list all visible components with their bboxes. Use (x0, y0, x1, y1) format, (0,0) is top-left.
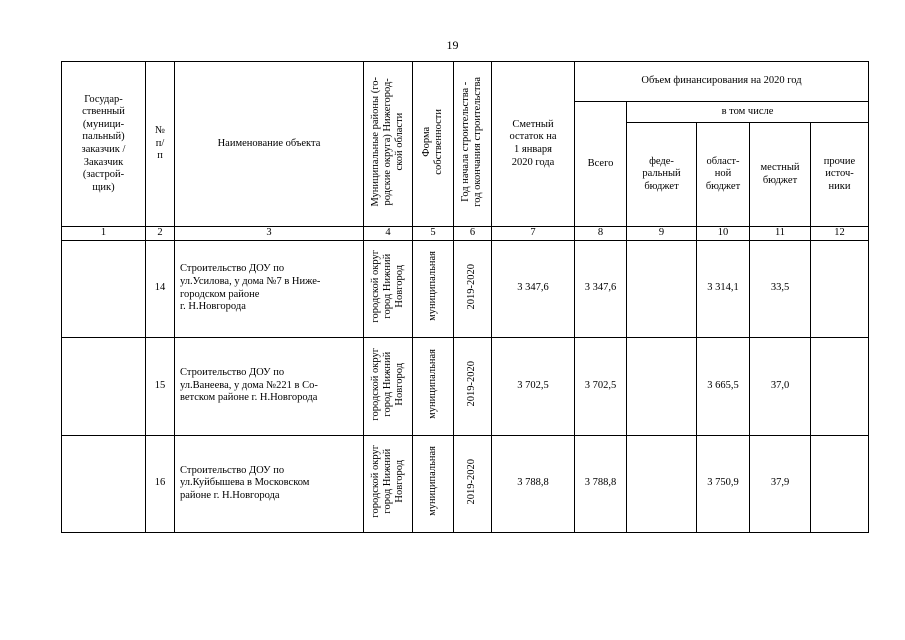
header-row-1 (62, 62, 869, 102)
header-financing: Объем финансирования на 2020 год (575, 62, 869, 102)
column-number: 11 (750, 227, 811, 241)
column-number: 9 (627, 227, 697, 241)
other-cell (811, 337, 869, 435)
header-districts: Муниципальные районы (го- родские округа) Нижегород- ской области (364, 62, 413, 227)
header-num: № п/ п (146, 62, 175, 227)
column-number: 10 (697, 227, 750, 241)
district-cell: городской округ город Нижний Новгород (364, 435, 413, 532)
header-including: в том числе (627, 102, 869, 123)
federal-cell (627, 435, 697, 532)
page-number: 19 (446, 38, 459, 52)
object-name: Строительство ДОУ по ул.Ванеева, у дома №221 в Со- ветском районе г. Н.Новгорода (175, 337, 364, 435)
table-row (62, 435, 869, 532)
total-cell: 3 347,6 (575, 240, 627, 337)
column-number: 4 (364, 227, 413, 241)
customer-cell (62, 337, 146, 435)
column-number: 7 (492, 227, 575, 241)
column-number: 3 (175, 227, 364, 241)
regional-cell: 3 750,9 (697, 435, 750, 532)
ownership-cell: муниципальная (413, 337, 454, 435)
column-number-row (62, 227, 869, 241)
local-cell: 37,9 (750, 435, 811, 532)
estimate-cell: 3 702,5 (492, 337, 575, 435)
other-cell (811, 435, 869, 532)
years-cell: 2019-2020 (454, 435, 492, 532)
header-object-name: Наименование объекта (175, 62, 364, 227)
ownership-cell: муниципальная (413, 435, 454, 532)
header-years: Год начала строительства - год окончания строительства (454, 62, 492, 227)
district-cell: городской округ город Нижний Новгород (364, 240, 413, 337)
years-cell: 2019-2020 (454, 240, 492, 337)
estimate-cell: 3 347,6 (492, 240, 575, 337)
column-number: 6 (454, 227, 492, 241)
years-cell: 2019-2020 (454, 337, 492, 435)
header-other: прочие источ- ники (811, 123, 869, 227)
customer-cell (62, 435, 146, 532)
estimate-cell: 3 788,8 (492, 435, 575, 532)
regional-cell: 3 665,5 (697, 337, 750, 435)
row-number: 16 (146, 435, 175, 532)
header-federal: феде- ральный бюджет (627, 123, 697, 227)
column-number: 2 (146, 227, 175, 241)
object-name: Строительство ДОУ по ул.Куйбышева в Московском районе г. Н.Новгорода (175, 435, 364, 532)
header-local: местный бюджет (750, 123, 811, 227)
regional-cell: 3 314,1 (697, 240, 750, 337)
column-number: 12 (811, 227, 869, 241)
total-cell: 3 702,5 (575, 337, 627, 435)
customer-cell (62, 240, 146, 337)
ownership-cell: муниципальная (413, 240, 454, 337)
total-cell: 3 788,8 (575, 435, 627, 532)
header-ownership: Форма собственности (413, 62, 454, 227)
header-estimate: Сметный остаток на 1 января 2020 года (492, 62, 575, 227)
table-row (62, 337, 869, 435)
federal-cell (627, 337, 697, 435)
header-total: Всего (575, 102, 627, 227)
column-number: 8 (575, 227, 627, 241)
header-regional: област- ной бюджет (697, 123, 750, 227)
column-number: 5 (413, 227, 454, 241)
local-cell: 33,5 (750, 240, 811, 337)
local-cell: 37,0 (750, 337, 811, 435)
federal-cell (627, 240, 697, 337)
table-row (62, 240, 869, 337)
row-number: 15 (146, 337, 175, 435)
other-cell (811, 240, 869, 337)
district-cell: городской округ город Нижний Новгород (364, 337, 413, 435)
financing-table (61, 61, 869, 533)
header-customer: Государ- ственный (муници- пальный) заказчик / Заказчик (застрой- щик) (62, 62, 146, 227)
row-number: 14 (146, 240, 175, 337)
object-name: Строительство ДОУ по ул.Усилова, у дома №7 в Ниже- городском районе г. Н.Новгорода (175, 240, 364, 337)
column-number: 1 (62, 227, 146, 241)
